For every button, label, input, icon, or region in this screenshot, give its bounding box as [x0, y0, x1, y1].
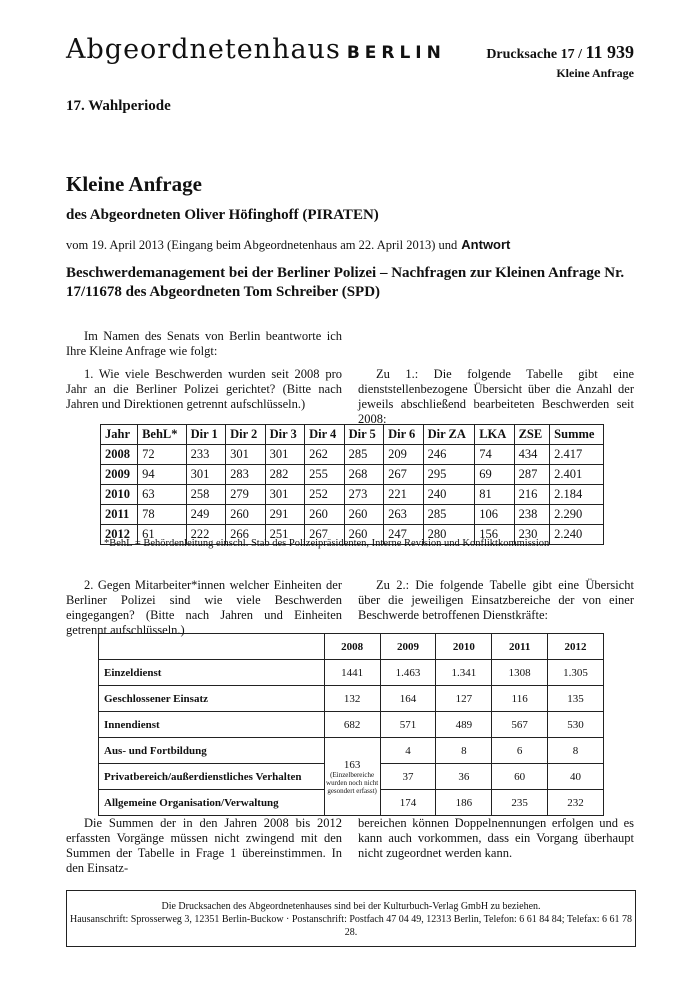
table-cell: 61: [138, 525, 186, 545]
doc-prefix: Drucksache 17 /: [486, 47, 586, 62]
table-cell: 221: [384, 485, 424, 505]
table-cell: 266: [226, 525, 266, 545]
row-label: Allgemeine Organisation/Verwaltung: [99, 790, 325, 816]
table-cell: 8: [548, 738, 604, 764]
answer-label: Antwort: [461, 237, 511, 252]
table-cell: 252: [305, 485, 345, 505]
table-cell: 216: [514, 485, 550, 505]
footer-line-2: Hausanschrift: Sprosserweg 3, 12351 Berlin-Buckow · Postanschrift: Postfach 47 04 49, 12313 Berlin, Telefon: 6 61 84 84; Telefax: 6 61 78 28.: [69, 914, 633, 938]
table-cell: 60: [492, 764, 548, 790]
table-cell: 127: [436, 686, 492, 712]
table-cell: 135: [548, 686, 604, 712]
footer-line-1: Die Drucksachen des Abgeordnetenhauses sind bei der Kulturbuch-Verlag GmbH zu beziehen.: [161, 901, 541, 912]
row-label: Innendienst: [99, 712, 325, 738]
table-cell: 295: [423, 465, 475, 485]
question-1: 1. Wie viele Beschwerden wurden seit 2008 pro Jahr an die Berliner Polizei gerichtet? (Bitte nach Jahren und Direktionen getrennt aufschlüsseln.): [66, 367, 342, 411]
column-header: ZSE: [514, 425, 550, 445]
table-cell: 530: [548, 712, 604, 738]
table-cell: 2011: [101, 505, 138, 525]
table-cell: 230: [514, 525, 550, 545]
table-cell: 301: [265, 445, 305, 465]
column-header: 2008: [324, 634, 380, 660]
table-cell: 2009: [101, 465, 138, 485]
row-label: Geschlossener Einsatz: [99, 686, 325, 712]
legislative-period: 17. Wahlperiode: [66, 98, 171, 114]
subject: [66, 264, 646, 302]
column-header: 2011: [492, 634, 548, 660]
column-header: Dir 6: [384, 425, 424, 445]
doc-number: 11 939: [585, 42, 634, 62]
table-cell: 285: [344, 445, 384, 465]
table-cell: 78: [138, 505, 186, 525]
merged-2008-cell: [324, 738, 380, 816]
table-cell: 238: [514, 505, 550, 525]
column-header: Dir 1: [186, 425, 226, 445]
table-header-row: [99, 634, 604, 660]
question-2: 2. Gegen Mitarbeiter*innen welcher Einheiten der Berliner Polizei sind wie viele Beschwerden eingegangen? (Bitte nach Jahren und Einheiten getrennt aufschlüsseln.): [66, 578, 342, 637]
table-cell: 186: [436, 790, 492, 816]
table-cell: 283: [226, 465, 266, 485]
table-cell: 240: [423, 485, 475, 505]
table-cell: 106: [475, 505, 514, 525]
table-cell: 40: [548, 764, 604, 790]
column-header: Dir 5: [344, 425, 384, 445]
table-cell: 247: [384, 525, 424, 545]
table-cell: 1441: [324, 660, 380, 686]
table-cell: 174: [380, 790, 436, 816]
deputy-line: des Abgeordneten Oliver Höfinghoff (PIRATEN): [66, 207, 379, 223]
merged-value: 163: [343, 758, 361, 771]
footer-box: [66, 890, 636, 947]
column-header: Jahr: [101, 425, 138, 445]
table-cell: 263: [384, 505, 424, 525]
table-cell: 260: [344, 525, 384, 545]
table-cell: 267: [305, 525, 345, 545]
closing-right: bereichen können Doppelnennungen erfolgen und es kann auch vorkommen, dass ein Vorgang überhaupt nicht zugeordnet werden kann.: [358, 816, 634, 860]
date-line: [66, 236, 510, 254]
table-cell: 2.417: [550, 445, 604, 465]
table-cell: 4: [380, 738, 436, 764]
table-cell: 1308: [492, 660, 548, 686]
table-row: [99, 712, 604, 738]
table-cell: 2010: [101, 485, 138, 505]
table-cell: 94: [138, 465, 186, 485]
table-cell: 262: [305, 445, 345, 465]
closing-left: Die Summen der in den Jahren 2008 bis 2012 erfassten Vorgänge müssen nicht zwingend mit den Summen der Tabelle in Frage 1 übereinstimmen. In den Einsatz-: [66, 816, 342, 875]
column-header: LKA: [475, 425, 514, 445]
table-cell: 434: [514, 445, 550, 465]
table-cell: 37: [380, 764, 436, 790]
letterhead-logo: [66, 34, 446, 65]
table-cell: 489: [436, 712, 492, 738]
page-title: Kleine Anfrage: [66, 172, 202, 196]
complaints-by-unit-table: [98, 633, 604, 816]
date-text: vom 19. April 2013 (Eingang beim Abgeordnetenhaus am 22. April 2013) und: [66, 238, 458, 252]
table-cell: 1.305: [548, 660, 604, 686]
row-label: Privatbereich/außerdienstliches Verhalten: [99, 764, 325, 790]
table-row: [101, 485, 604, 505]
table-cell: 280: [423, 525, 475, 545]
column-header: 2009: [380, 634, 436, 660]
table-cell: 36: [436, 764, 492, 790]
column-header: 2010: [436, 634, 492, 660]
table-cell: 81: [475, 485, 514, 505]
table-cell: 567: [492, 712, 548, 738]
table-cell: 301: [265, 485, 305, 505]
table-cell: 282: [265, 465, 305, 485]
table-cell: 63: [138, 485, 186, 505]
table-cell: 164: [380, 686, 436, 712]
table-cell: 2.401: [550, 465, 604, 485]
table-row: [101, 445, 604, 465]
table-cell: 222: [186, 525, 226, 545]
table-cell: 260: [226, 505, 266, 525]
table-cell: 233: [186, 445, 226, 465]
table-cell: 72: [138, 445, 186, 465]
column-header: Summe: [550, 425, 604, 445]
complaints-by-directorate-table: [100, 424, 604, 545]
table-cell: 273: [344, 485, 384, 505]
table-cell: 279: [226, 485, 266, 505]
org-name: Abgeordnetenhaus: [66, 34, 341, 65]
table-footnote: *BehL = Behördenleitung einschl. Stab des Polizeipräsidenten, Interne Revision und Konfliktkommission: [104, 538, 550, 549]
subject-line-2: 17/11678 des Abgeordneten Tom Schreiber (SPD): [66, 284, 381, 300]
table-cell: 301: [226, 445, 266, 465]
table-cell: 156: [475, 525, 514, 545]
table-cell: 209: [384, 445, 424, 465]
table-cell: 682: [324, 712, 380, 738]
table-cell: 301: [186, 465, 226, 485]
table-cell: 2.240: [550, 525, 604, 545]
table-row: [101, 505, 604, 525]
column-header: BehL*: [138, 425, 186, 445]
table-cell: 2.290: [550, 505, 604, 525]
row-label: Aus- und Fortbildung: [99, 738, 325, 764]
table-cell: 255: [305, 465, 345, 485]
column-header: Dir 4: [305, 425, 345, 445]
table-row: [99, 686, 604, 712]
table-cell: 132: [324, 686, 380, 712]
table-cell: 1.341: [436, 660, 492, 686]
table-header-row: [101, 425, 604, 445]
table-cell: 116: [492, 686, 548, 712]
column-header: Dir 3: [265, 425, 305, 445]
table-cell: 249: [186, 505, 226, 525]
table-cell: 287: [514, 465, 550, 485]
table-cell: 2008: [101, 445, 138, 465]
table-row: [99, 738, 604, 764]
table-cell: 258: [186, 485, 226, 505]
answer-2: Zu 2.: Die folgende Tabelle gibt eine Übersicht über die jeweiligen Einsatzbereiche der von einer Beschwerde betroffenen Dienstkräfte:: [358, 578, 634, 622]
table-row: [101, 465, 604, 485]
merged-note: (Einzelbereiche wurden noch nicht gesondert erfasst): [326, 770, 379, 795]
table-cell: 285: [423, 505, 475, 525]
table-cell: 246: [423, 445, 475, 465]
answer-1: Zu 1.: Die folgende Tabelle gibt eine dienststellenbezogene Übersicht über die Anzahl der jeweils abschließend bearbeiteten Beschwerden seit 2008:: [358, 367, 634, 426]
table-cell: 1.463: [380, 660, 436, 686]
org-city: BERLIN: [346, 43, 446, 63]
table-cell: 260: [305, 505, 345, 525]
table-cell: 2012: [101, 525, 138, 545]
table-cell: 235: [492, 790, 548, 816]
table-cell: 232: [548, 790, 604, 816]
table-cell: 6: [492, 738, 548, 764]
table-cell: 74: [475, 445, 514, 465]
table-cell: 291: [265, 505, 305, 525]
intro-paragraph: Im Namen des Senats von Berlin beantworte ich Ihre Kleine Anfrage wie folgt:: [66, 329, 342, 358]
doc-type: Kleine Anfrage: [556, 66, 634, 80]
column-header: Dir 2: [226, 425, 266, 445]
table-cell: 571: [380, 712, 436, 738]
column-header: Dir ZA: [423, 425, 475, 445]
table-cell: 2.184: [550, 485, 604, 505]
subject-line-1: Beschwerdemanagement bei der Berliner Polizei – Nachfragen zur Kleinen Anfrage Nr.: [66, 265, 625, 281]
table-cell: 260: [344, 505, 384, 525]
row-label: Einzeldienst: [99, 660, 325, 686]
column-header: 2012: [548, 634, 604, 660]
table-cell: 69: [475, 465, 514, 485]
empty-header-cell: [99, 634, 325, 660]
document-number: [486, 42, 634, 63]
table-cell: 251: [265, 525, 305, 545]
table-cell: 267: [384, 465, 424, 485]
table-row: [99, 660, 604, 686]
table-cell: 268: [344, 465, 384, 485]
table-cell: 8: [436, 738, 492, 764]
